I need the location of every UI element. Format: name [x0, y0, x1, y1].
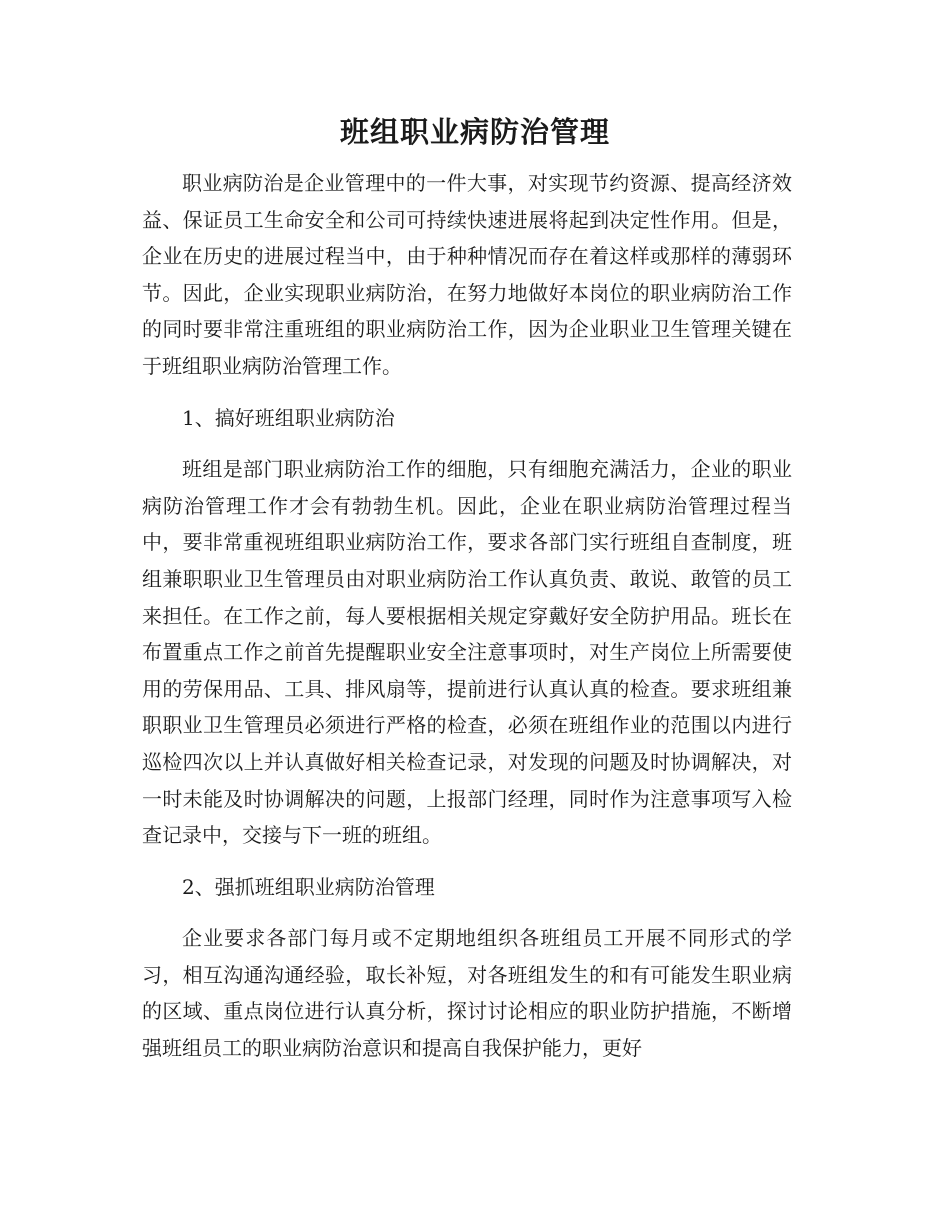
paragraph-gap: [142, 854, 792, 869]
intro-paragraph: 职业病防治是企业管理中的一件大事，对实现节约资源、提高经济效益、保证员工生命安全和公司可持续快速进展将起到决定性作用。但是，企业在历史的进展过程当中，由于种种情况而存在着这样或那样的薄弱环节。因此，企业实现职业病防治，在努力地做好本岗位的职业病防治工作的同时要非常注重班组的职业病防治工作，因为企业职业卫生管理关键在于班组职业病防治管理工作。: [142, 171, 792, 378]
document-title: 班组职业病防治管理: [339, 115, 610, 149]
section-2-paragraph: 企业要求各部门每月或不定期地组织各班组员工开展不同形式的学习，相互沟通沟通经验，取长补短，对各班组发生的和有可能发生职业病的区域、重点岗位进行认真分析，探讨讨论相应的职业防护措施，不断增强班组员工的职业病防治意识和提高自我保护能力，更好: [142, 926, 792, 1061]
paragraph-gap: [142, 436, 792, 451]
paragraph-gap: [142, 385, 792, 400]
paragraph-gap: [142, 905, 792, 920]
document-body: [142, 165, 792, 1067]
section-1-heading: 1、搞好班组职业病防治: [182, 405, 395, 430]
section-1-paragraph: 班组是部门职业病防治工作的细胞，只有细胞充满活力，企业的职业病防治管理工作才会有勃勃生机。因此，企业在职业病防治管理过程当中，要非常重视班组职业病防治工作，要求各部门实行班组自查制度，班组兼职职业卫生管理员由对职业病防治工作认真负责、敢说、敢管的员工来担任。在工作之前，每人要根据相关规定穿戴好安全防护用品。班长在布置重点工作之前首先提醒职业安全注意事项时，对生产岗位上所需要使用的劳保用品、工具、排风扇等，提前进行认真认真的检查。要求班组兼职职业卫生管理员必须进行严格的检查，必须在班组作业的范围以内进行巡检四次以上并认真做好相关检查记录，对发现的问题及时协调解决，对一时未能及时协调解决的问题，上报部门经理，同时作为注意事项写入检查记录中，交接与下一班的班组。: [142, 457, 792, 848]
section-2-heading: 2、强抓班组职业病防治管理: [182, 874, 435, 899]
